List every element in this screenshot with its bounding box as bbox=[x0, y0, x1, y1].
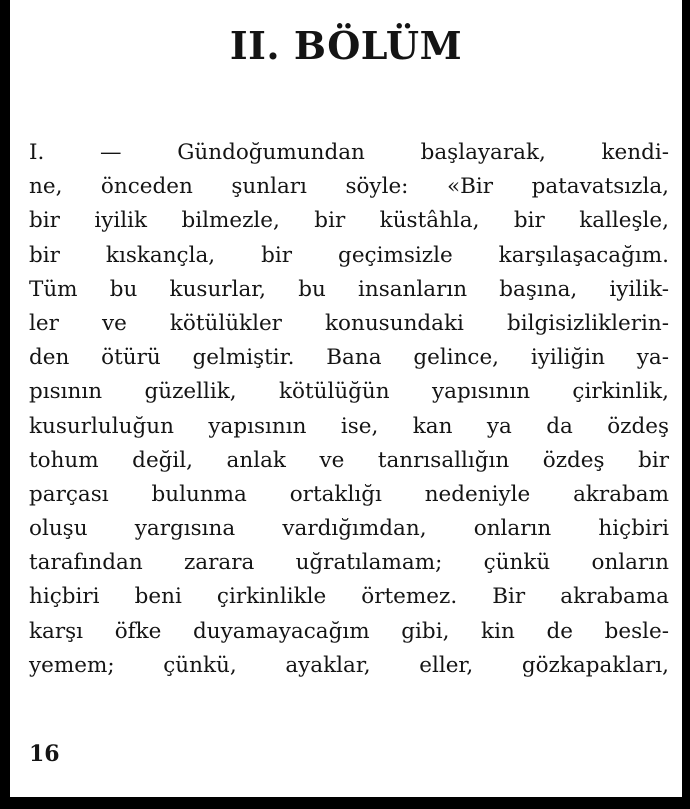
text-line: pısının güzellik, kötülüğün yapısının çirkinlik, bbox=[29, 379, 669, 405]
text-line: Tüm bu kusurlar, bu insanların başına, iyilik- bbox=[29, 276, 669, 302]
chapter-title: II. BÖLÜM bbox=[229, 23, 463, 68]
page-number: 16 bbox=[29, 741, 60, 767]
text-line: hiçbiri beni çirkinlikle örtemez. Bir akrabama bbox=[29, 584, 669, 610]
text-line: bir kıskançla, bir geçimsizle karşılaşacağım. bbox=[29, 242, 669, 268]
text-line: parçası bulunma ortaklığı nedeniyle akrabam bbox=[29, 481, 669, 507]
text-line: tarafından zarara uğratılamam; çünkü onların bbox=[29, 550, 669, 576]
body-text bbox=[29, 136, 669, 683]
text-line: yemem; çünkü, ayaklar, eller, gözkapakları, bbox=[29, 652, 669, 678]
text-line: tohum değil, anlak ve tanrısallığın özdeş bir bbox=[29, 447, 669, 473]
text-line: ne, önceden şunları söyle: «Bir patavatsızla, bbox=[29, 174, 669, 200]
text-line: ler ve kötülükler konusundaki bilgisizliklerin- bbox=[29, 310, 669, 336]
book-page bbox=[10, 0, 682, 797]
text-line: I. — Gündoğumundan başlayarak, kendi- bbox=[29, 140, 669, 165]
text-line: den ötürü gelmiştir. Bana gelince, iyiliğin ya- bbox=[29, 345, 669, 371]
text-line: karşı öfke duyamayacağım gibi, kin de besle- bbox=[29, 618, 669, 644]
text-line: bir iyilik bilmezle, bir küstâhla, bir kalleşle, bbox=[29, 208, 669, 234]
text-line: kusurluluğun yapısının ise, kan ya da özdeş bbox=[29, 413, 669, 439]
text-line: oluşu yargısına vardığımdan, onların hiçbiri bbox=[29, 516, 669, 542]
